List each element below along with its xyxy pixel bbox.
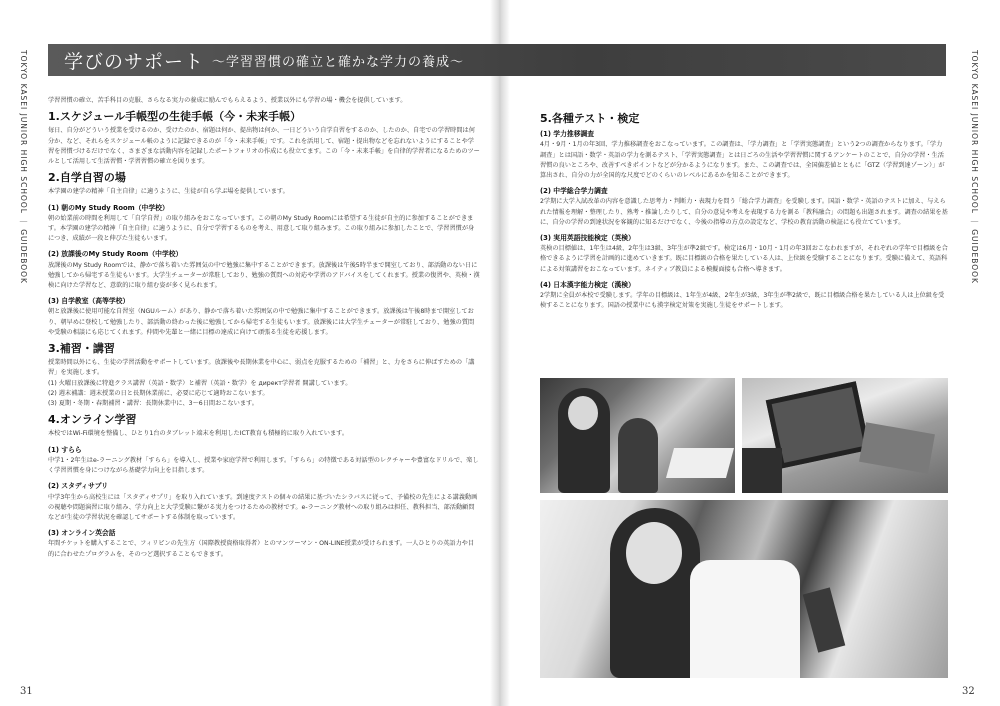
subsection-body: 朝の始業前の時間を利用して「自学自習」の取り組みをおこなっています。この朝のMy Study Roomには希望する生徒が自主的に参加することができます。本学園の建学の精神「自主自律」に適うように、自分で学習するものを考え、用意して取り組みます。この取り組みに参加したことで、学習習慣が身につき、成績が一段と伸びた生徒もいます。 (48, 214, 475, 243)
section-heading: 1.スケジュール手帳型の生徒手帳（今・未来手帳） (48, 110, 302, 124)
page-subtitle: ～学習習慣の確立と確かな学力の養成～ (212, 54, 465, 70)
subsection-body: 中学3年生から高校生には「スタディサプリ」を取り入れています。到達度テストの個々の結果に基づいたシラバスに従って、予備校の先生による講義動画の視聴や問題演習に取り組み、学力向上と大学受験に繋がる実力をつけるための教材です。e-ラーニング教材への取り組みは担任、教科担当、部活動顧問などが生徒の学習状況を確認してサポートする体制を取っています。 (48, 493, 478, 521)
side-label-right: TOKYO KASEI JUNIOR HIGH SCHOOL ｜ GUIDEBOOK (970, 50, 979, 284)
subsection-heading: (1) 学力推移調査 (540, 130, 595, 139)
side-label-left: TOKYO KASEI JUNIOR HIGH SCHOOL ｜ GUIDEBOOK (19, 50, 28, 284)
section-heading: 2.自学自習の場 (48, 171, 126, 185)
subsection-body: 4月・9月・1月の年3回、学力推移調査をおこなっています。この調査は、「学力調査」と「学習実態調査」という2つの調査からなります。「学力調査」とは国語・数学・英語の学力を測るテスト、「学習実態調査」とは日ごろの生活や学習習慣に関するアンケートのことで、自分の学習・生活習慣の良いところや、改善すべきポイントなどが分かるようになります。また、この調査では、全国偏差値とともに「GTZ（学習到達ゾーン）」が算出され、自分の力が全国的な尺度でどのくらいのレベルにあるかを知ることができます。 (540, 141, 945, 180)
subsection-heading: (1) すらら (48, 445, 82, 454)
section-body: 本校ではWi-Fi環境を整備し、ひとり1台のタブレット端末を利用したICT教育も積極的に取り入れています。 (48, 430, 349, 438)
section-body: 本学園の建学の精神「自主自律」に適うように、生徒が自ら学ぶ場を提供しています。 (48, 188, 289, 196)
student-tablet-photo (540, 500, 948, 678)
students-studying-photo (540, 378, 735, 493)
book-gutter (490, 0, 510, 706)
subsection-heading: (4) 日本漢字能力検定（漢検） (540, 280, 635, 289)
subsection-body: 放課後のMy Study Roomでは、静かで落ち着いた雰囲気の中で勉強に集中することができます。放課後は午後5時半まで開室しており、部活動のない日に勉強してから帰宅する生徒もいます。大学生チューターが常駐しており、勉強の質問への対応や学習のアドバイスをしてくれます。授業の復習や、英検・漢検に向けた学習など、意欲的に取り組む姿が多く見られます。 (48, 261, 480, 290)
section-body: 毎日、自分がどういう授業を受けるのか、受けたのか、宿題は何か、提出物は何か、一日どういう自学自習をするのか、したのか、自宅での学習時間は何分か、など、それらをスケジュール帳のように記録できるのが「今・未来手帳」です。これを活用して、宿題・提出物などを忘れないようにすることや学習を習慣づけるだけでなく、さまざまな活動内容を記録したポートフォリオの作成にも役立てます。この「今・未来手帳」を自律的学習者になるためのツールとして活用して生活習慣・学習習慣の確立を図ります。 (48, 127, 480, 166)
section-body: 授業時間以外にも、生徒の学習活動をサポートしています。放課後や長期休業を中心に、弱点を克服するための「補習」と、力をさらに伸ばすための「講習」を実施します。 (1) 火曜日放課後に特進クラス講習（英語・数学）と補習（英語・数学）を директ学習者 開講しています。 (2) 週末補講：週末授業の日と長期休業前に、必要に応じて適時おこないます。 (3) 夏期・冬期・春期補習・講習：長期休業中に、3～6日間おこないます。 (48, 359, 475, 408)
page-number-right: 32 (962, 686, 975, 697)
section-heading: 4.オンライン学習 (48, 413, 137, 427)
right-column (540, 108, 948, 311)
subsection-body: 2学期に全員が本校で受験します。学年の目標級は、1年生が4級、2年生が3級、3年生が準2級で、既に目標級合格を果たしている人は上位級を受検することになります。国語の授業中にも漢字検定対策を実施し生徒をサポートします。 (540, 292, 945, 310)
subsection-heading: (3) 自学教室（高等学校） (48, 297, 130, 306)
subsection-body: 年間チケットを購入することで、フィリピンの先生方（国際教授資格取得者）とのマンツーマン・ON-LINE授業が受けられます。一人ひとりの英語力や目的に合わせたプログラムを、そのつど選択することもできます。 (48, 540, 475, 558)
subsection-body: 2学期に大学入試改革の内容を意識した思考力・判断力・表現力を問う「総合学力調査」を受験します。国語・数学・英語のテストに加え、与えられた情報を理解・整理したり、熟考・推論したりして、自分の意見や考えを表現する力を測る「教科融合」の問題も出題されます。調査の結果を基に、自分の学習の到達状況を客観的に知るだけでなく、今後の指導の方点の設定など、学校の教育活動の検証にも役立てています。 (540, 198, 948, 226)
page-title: 学びのサポート (64, 50, 205, 73)
left-column (48, 96, 480, 560)
subsection-heading: (3) 実用英語技能検定（英検） (540, 234, 635, 243)
subsection-heading: (1) 朝のMy Study Room（中学校） (48, 203, 169, 212)
section-heading: 3.補習・講習 (48, 342, 115, 356)
subsection-body: 中学1・2年生はe-ラーニング教材「すらら」を導入し、授業や家庭学習で利用します。「すらら」の特徴である対話型のレクチャーや豊富なドリルで、楽しく学習習慣を身につけながら基礎学力向上を目指します。 (48, 456, 479, 475)
subsection-heading: (2) スタディサプリ (48, 482, 109, 491)
subsection-heading: (3) オンライン英会話 (48, 529, 116, 538)
subsection-body: 英検の目標値は、1年生は4級、2年生は3級、3年生が準2級です。検定は6月・10月・1月の年3回おこなわれますが、それぞれの学年で目標級を合格できるように学習を計画的に進めていきます。既に目標級の合格を果たしている人は、上位級を受験することになります。受験に備えて、英語科による対策講習をおこなっています。ネイティブ教員による模擬面接も合格へ導きます。 (540, 245, 948, 273)
page-number-left: 31 (20, 686, 33, 697)
subsection-body: 朝と放課後に使用可能な自習室（NGUルーム）があり、静かで落ち着いた雰囲気の中で勉強に集中することができます。放課後は午後8時まで開室しており、朝早めに登校して勉強したり、部活動の終わった後に勉強してから帰宅する生徒もいます。放課後には大学生チューターが常駐しており、勉強の質問や受験の相談にも応じてくれます。仲間や先輩と一緒に目標の達成に向けて頑張る生徒を応援します。 (48, 308, 475, 336)
subsection-heading: (2) 放課後のMy Study Room（中学校） (48, 250, 183, 259)
subsection-heading: (2) 中学総合学力調査 (540, 187, 608, 196)
tablet-photo (742, 378, 948, 493)
header-banner (48, 44, 946, 76)
section-heading: 5.各種テスト・検定 (540, 112, 640, 125)
intro-text: 学習習慣の確立、苦手科目の克服、さらなる実力の養成に励んでもらえるよう、授業以外にも学習の場・機会を提供しています。 (48, 97, 407, 104)
